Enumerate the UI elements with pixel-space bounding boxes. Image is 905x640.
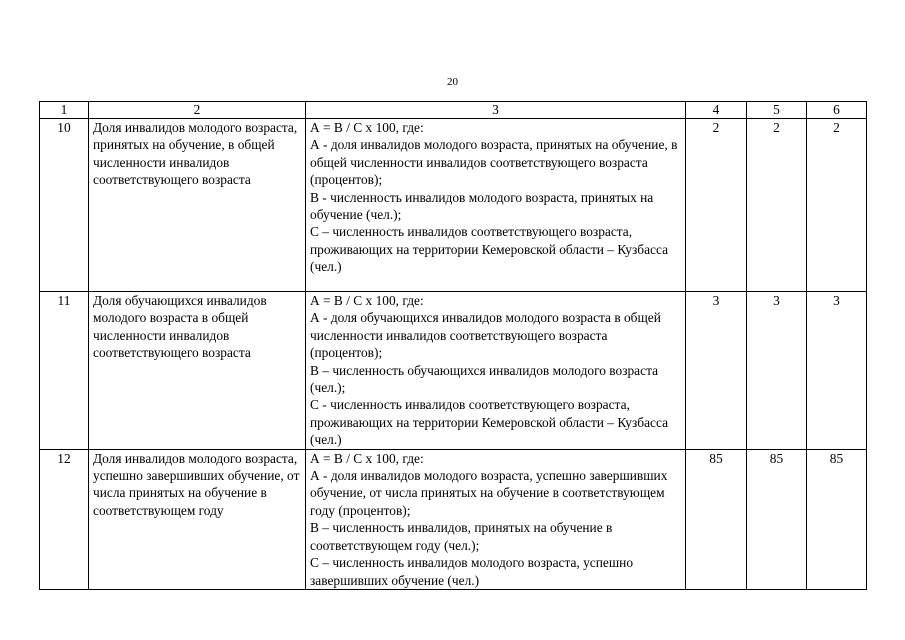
indicator-name: Доля обучающихся инвалидов молодого возраста в общей численности инвалидов соответствующего возраста <box>89 292 306 450</box>
formula-line: А - доля инвалидов молодого возраста, успешно завершивших обучение, от числа принятых на обучение в соответствующем году (процентов); <box>310 468 668 518</box>
value-col-6: 2 <box>807 119 867 292</box>
table-row <box>40 449 867 589</box>
formula-line: В – численность инвалидов, принятых на обучение в соответствующем году (чел.); <box>310 520 613 553</box>
row-number: 10 <box>40 119 89 292</box>
indicator-name: Доля инвалидов молодого возраста, успешно завершивших обучение, от числа принятых на обучение в соответствующем году <box>89 449 306 589</box>
value-col-5: 3 <box>747 292 807 450</box>
formula-line: А - доля инвалидов молодого возраста, принятых на обучение, в общей численности инвалидов соответствующего возраста (процентов); <box>310 137 678 188</box>
value-col-5: 2 <box>747 119 807 292</box>
table-row <box>40 119 867 292</box>
column-header-5: 5 <box>747 102 807 119</box>
row-number: 11 <box>40 292 89 450</box>
table-row <box>40 292 867 450</box>
value-col-6: 85 <box>807 449 867 589</box>
column-header-6: 6 <box>807 102 867 119</box>
value-col-4: 2 <box>686 119 747 292</box>
formula-line: А = В / С х 100, где: <box>310 293 424 308</box>
value-col-6: 3 <box>807 292 867 450</box>
formula-line: А = В / С х 100, где: <box>310 120 424 135</box>
value-col-5: 85 <box>747 449 807 589</box>
indicator-formula <box>306 292 686 450</box>
value-col-4: 85 <box>686 449 747 589</box>
formula-line: В - численность инвалидов молодого возраста, принятых на обучение (чел.); <box>310 189 654 223</box>
indicator-formula <box>306 449 686 589</box>
formula-line: В – численность обучающихся инвалидов молодого возраста (чел.); <box>310 362 659 396</box>
column-header-4: 4 <box>686 102 747 119</box>
formula-line: С – численность инвалидов молодого возраста, успешно завершивших обучение (чел.) <box>310 555 634 588</box>
column-header-2: 2 <box>89 102 306 119</box>
column-header-1: 1 <box>40 102 89 119</box>
formula-line: С – численность инвалидов соответствующего возраста, проживающих на территории Кемеровской области – Кузбасса (чел.) <box>310 224 669 275</box>
table-header-row <box>40 102 867 119</box>
indicator-table <box>39 101 867 590</box>
value-col-4: 3 <box>686 292 747 450</box>
column-header-3: 3 <box>306 102 686 119</box>
indicator-formula <box>306 119 686 292</box>
formula-line: А - доля обучающихся инвалидов молодого возраста в общей численности инвалидов соответствующего возраста (процентов); <box>310 310 661 361</box>
page-number: 20 <box>447 76 458 88</box>
indicator-name: Доля инвалидов молодого возраста, принятых на обучение, в общей численности инвалидов соответствующего возраста <box>89 119 306 292</box>
formula-line: С - численность инвалидов соответствующего возраста, проживающих на территории Кемеровской области – Кузбасса (чел.) <box>310 397 669 448</box>
row-number: 12 <box>40 449 89 589</box>
formula-line: А = В / С х 100, где: <box>310 450 424 466</box>
